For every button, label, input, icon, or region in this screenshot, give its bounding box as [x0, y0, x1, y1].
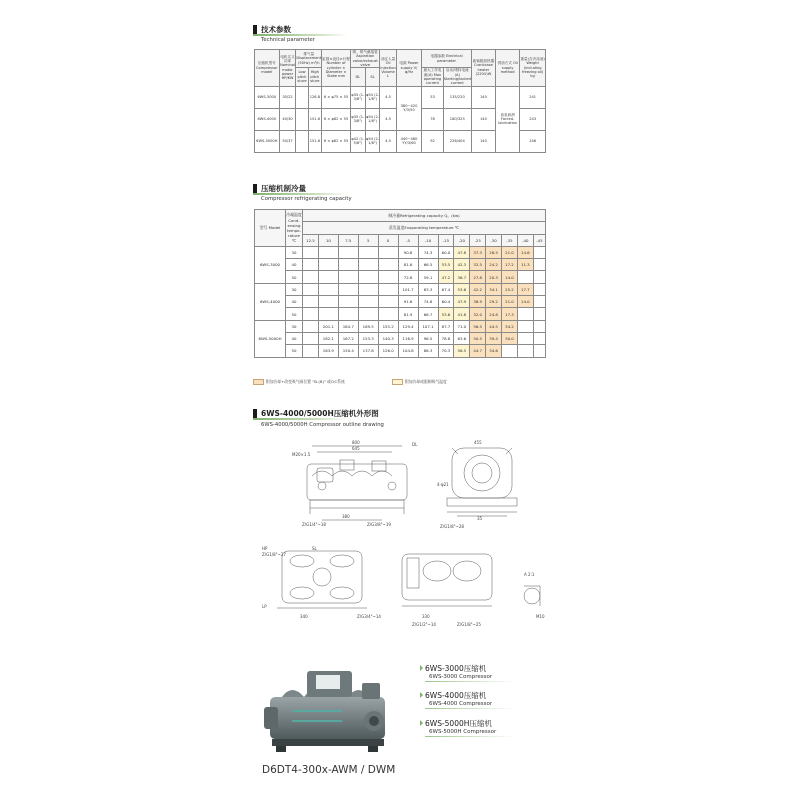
cell-capacity: 53.6 — [454, 283, 470, 295]
cell-capacity: 60.4 — [438, 296, 454, 308]
cell-capacity: 150.4 — [338, 345, 358, 357]
cell-model: 6WS-3000 — [255, 246, 286, 283]
cell-sl: φ54 (2-1/8") — [365, 108, 380, 130]
cell-sl: φ54 (2-1/8") — [365, 86, 380, 108]
col-sl: SL — [365, 68, 380, 86]
col-displacement: 排气量 Displacement (50Hz) m³/h — [296, 50, 322, 68]
cell-capacity: 36.9 — [470, 296, 486, 308]
cell-capacity: 42.2 — [470, 283, 486, 295]
cell-cyl: 6 × φ82 × 55 — [322, 108, 351, 130]
dim-label: 340 — [300, 614, 308, 619]
legend-text: 附加冷却或限制吸气温度 — [405, 379, 447, 384]
cell-capacity: 70.3 — [438, 345, 454, 357]
cell-cyl: 6 × φ82 × 55 — [322, 130, 351, 152]
dim-label: Z/G1/8"~25 — [457, 622, 481, 627]
cell-capacity: 30.0 — [502, 332, 518, 344]
cell-capacity: 17.3 — [502, 308, 518, 320]
col-supply: 电源 Power supply V/φ/Hz — [396, 50, 422, 87]
compressor-name-en: 6WS-4000 Compressor — [429, 701, 493, 707]
dim-label: M10 — [536, 614, 545, 619]
section-subtitle: Technical parameter — [261, 37, 315, 43]
legend-swatch — [253, 379, 264, 385]
evap-temp-header: 10 — [318, 234, 338, 246]
col-lubrication: 供油方式 Oil supply method — [496, 50, 520, 87]
dim-label: 4-φ21 — [437, 482, 449, 487]
cell-capacity — [303, 332, 319, 344]
dim-label: SL — [312, 546, 317, 551]
cell-startcur: 226/404 — [443, 130, 471, 152]
compressor-name-cn: 6WS-4000压缩机 — [425, 691, 487, 700]
cell-capacity — [517, 271, 533, 283]
cell-capacity: 47.8 — [454, 246, 470, 258]
table-row — [255, 345, 546, 357]
cell-capacity: 163.9 — [318, 345, 338, 357]
cell-power: 30/22 — [279, 86, 296, 108]
cell-capacity: 101.7 — [398, 283, 418, 295]
col-model: 型号 Model — [255, 210, 286, 247]
cell-cond: 50 — [286, 271, 303, 283]
evap-temp-header: 12.5 — [303, 234, 319, 246]
cell-capacity — [303, 246, 319, 258]
cell-capacity — [378, 259, 398, 271]
cell-model: 6WS-4000 — [255, 108, 280, 130]
cell-model: 6WS-4000 — [255, 283, 286, 320]
dim-label: Z/G1/4"~18 — [302, 522, 326, 527]
cell-capacity: 34.6 — [486, 345, 502, 357]
cell-capacity — [533, 296, 545, 308]
dim-label: 800 — [352, 440, 360, 445]
cell-capacity — [533, 283, 545, 295]
cell-capacity — [378, 283, 398, 295]
evap-temp-header: -20 — [454, 234, 470, 246]
compressor-label-4000 — [420, 690, 515, 709]
cell-capacity: 74.8 — [418, 296, 438, 308]
triangle-icon — [420, 692, 423, 698]
cell-startcur: 135/220 — [443, 86, 471, 108]
cell-capacity: 37.3 — [470, 246, 486, 258]
dim-label: Z/G1/2"~14 — [412, 622, 436, 627]
cell-capacity — [318, 283, 338, 295]
compressor-photo — [262, 665, 402, 757]
cell-capacity: 20.3 — [486, 271, 502, 283]
cell-capacity — [318, 271, 338, 283]
cell-dl: φ35 (1-3/8") — [351, 86, 366, 108]
table-row — [255, 283, 546, 295]
cell-capacity: 90.8 — [398, 246, 418, 258]
cell-capacity: 53.6 — [438, 308, 454, 320]
cell-capacity: 42.3 — [454, 259, 470, 271]
cell-capacity: 140.3 — [378, 332, 398, 344]
cell-capacity: 201.1 — [318, 320, 338, 332]
table-row — [255, 296, 546, 308]
legend-orange — [253, 379, 345, 385]
cell-cyl: 6 × φ75 × 55 — [322, 86, 351, 108]
cell-capacity — [517, 345, 533, 357]
cell-capacity — [358, 296, 378, 308]
cell-capacity: 81.6 — [398, 259, 418, 271]
cell-supply: 440~480 YY/3/60 — [396, 130, 422, 152]
cell-capacity: 83.3 — [418, 283, 438, 295]
cell-capacity: 91.6 — [398, 296, 418, 308]
cell-capacity: 71.0 — [454, 320, 470, 332]
end-view-drawing — [402, 554, 540, 606]
evap-temp-header: -35 — [502, 234, 518, 246]
cell-capacity: 32.5 — [470, 259, 486, 271]
compressor-name-cn: 6WS-3000压缩机 — [425, 664, 487, 673]
cell-capacity — [378, 246, 398, 258]
cell-capacity: 59.1 — [418, 271, 438, 283]
cell-capacity: 67.4 — [438, 283, 454, 295]
dim-label: Z/G3/8"~19 — [367, 522, 391, 527]
cell-capacity — [358, 271, 378, 283]
table-row — [255, 320, 546, 332]
evap-temp-header: -5 — [398, 234, 418, 246]
cell-capacity: 28.5 — [486, 246, 502, 258]
table-row — [255, 308, 546, 320]
dim-label: A 2:1 — [524, 572, 535, 577]
col-start-current: 启动/堵转电流(A) Starting/locked current — [443, 68, 471, 86]
cell-capacity — [318, 308, 338, 320]
cell-capacity — [533, 332, 545, 344]
col-model: 压缩机型号 Compressor model — [255, 50, 280, 87]
cell-capacity: 60.0 — [438, 246, 454, 258]
capacity-table — [254, 209, 546, 358]
col-valve: 吸、排气截接管 Aspiration valve/exhaust valve — [351, 50, 380, 68]
cell-capacity: 116.9 — [398, 332, 418, 344]
cell-capacity: 126.0 — [378, 345, 398, 357]
cell-heater: 140 — [471, 86, 495, 108]
dim-label: LP — [262, 604, 267, 609]
cell-capacity: 66.7 — [418, 308, 438, 320]
cell-capacity — [533, 246, 545, 258]
compressor-label-5000h — [420, 718, 515, 737]
compressor-name-cn: 6WS-5000H压缩机 — [425, 719, 492, 728]
cell-capacity: 41.8 — [454, 308, 470, 320]
cell-maxcur: 53 — [422, 86, 443, 108]
cell-capacity — [338, 296, 358, 308]
cell-cond: 40 — [286, 259, 303, 271]
compressor-name-en: 6WS-5000H Compressor — [429, 729, 497, 735]
cell-capacity: 17.7 — [517, 283, 533, 295]
evap-temp-header: -10 — [418, 234, 438, 246]
table-row — [255, 246, 546, 258]
cell-capacity: 25.2 — [502, 283, 518, 295]
cell-capacity: 44.5 — [486, 320, 502, 332]
dim-label: Z/G1/8"~27 — [262, 552, 286, 557]
cell-oil: 4.5 — [380, 108, 396, 130]
cell-capacity: 14.0 — [517, 296, 533, 308]
cell-capacity: 34.2 — [502, 320, 518, 332]
cell-capacity — [338, 308, 358, 320]
dim-label: 380 — [342, 514, 350, 519]
evap-temp-header: 5 — [358, 234, 378, 246]
cell-cond: 40 — [286, 296, 303, 308]
cell-capacity — [533, 259, 545, 271]
evap-temp-header: -40 — [517, 234, 533, 246]
cell-capacity — [303, 345, 319, 357]
col-heater: 曲轴箱加热器 Crankcase heater (220V)W — [471, 50, 495, 87]
cell-capacity — [338, 271, 358, 283]
cell-oil: 4.5 — [380, 86, 396, 108]
side-view-drawing — [447, 448, 517, 516]
table-row — [255, 86, 546, 108]
cell-capacity — [303, 271, 319, 283]
cell-maxcur: 78 — [422, 108, 443, 130]
col-power: 电机名义功率 Nominal motor power HP/KW — [279, 50, 296, 87]
cell-capacity — [533, 320, 545, 332]
cell-power: 50/37 — [279, 130, 296, 152]
cell-capacity — [517, 332, 533, 344]
cell-disp-low — [296, 130, 308, 152]
cell-sl: φ54 (2-1/8") — [365, 130, 380, 152]
evap-temp-header: -15 — [438, 234, 454, 246]
cell-capacity — [502, 345, 518, 357]
cell-capacity: 167.2 — [338, 332, 358, 344]
cell-capacity — [303, 320, 319, 332]
cell-capacity — [338, 259, 358, 271]
cell-capacity — [378, 308, 398, 320]
cell-capacity: 14.0 — [502, 271, 518, 283]
cell-capacity — [358, 308, 378, 320]
cell-capacity: 129.4 — [398, 320, 418, 332]
table-row — [255, 259, 546, 271]
dim-label: 330 — [422, 614, 430, 619]
cell-capacity — [303, 296, 319, 308]
cell-capacity: 78.8 — [438, 332, 454, 344]
cell-cond: 40 — [286, 332, 303, 344]
cell-capacity: 14.6 — [517, 246, 533, 258]
dim-label: Z/G3/4"~14 — [357, 614, 381, 619]
cell-capacity — [378, 271, 398, 283]
cell-capacity: 155.2 — [378, 320, 398, 332]
cell-cond: 30 — [286, 246, 303, 258]
section-header-capacity — [253, 184, 306, 193]
section-title: 技术参数 — [261, 25, 291, 34]
cell-capacity — [303, 283, 319, 295]
cell-capacity: 81.9 — [398, 308, 418, 320]
dim-label: M20×1.5 — [292, 452, 311, 457]
cell-weight: 246 — [520, 130, 546, 152]
cell-capacity — [533, 308, 545, 320]
cell-cond: 50 — [286, 345, 303, 357]
cell-capacity: 104.8 — [398, 345, 418, 357]
cell-capacity: 11.3 — [517, 259, 533, 271]
cell-capacity — [378, 296, 398, 308]
cell-capacity — [318, 246, 338, 258]
cell-capacity — [517, 320, 533, 332]
col-weight: 重量(含冷冻油) Weight (including freezing oil) kg — [520, 50, 546, 87]
cell-capacity: 24.8 — [486, 308, 502, 320]
tech-parameter-table — [254, 49, 546, 153]
col-disp-low: Low pitch sture — [296, 68, 308, 86]
legend-yellow — [392, 379, 447, 385]
cell-capacity: 184.7 — [338, 320, 358, 332]
section-subtitle: 6WS-4000/5000H Compressor outline drawing — [261, 422, 384, 428]
cell-capacity: 39.4 — [486, 332, 502, 344]
col-oil: 油注入量 Oil injection Volume L — [380, 50, 396, 87]
compressor-label-3000 — [420, 663, 515, 682]
dim-label: HP — [262, 546, 268, 551]
cell-capacity: 21.0 — [502, 296, 518, 308]
cell-capacity — [358, 259, 378, 271]
col-dl: DL — [351, 68, 366, 86]
cell-capacity: 153.3 — [358, 332, 378, 344]
cell-heater: 140 — [471, 130, 495, 152]
cell-capacity: 74.3 — [418, 246, 438, 258]
cell-model: 6WS-5000H — [255, 320, 286, 357]
evap-temp-header: 0 — [378, 234, 398, 246]
dim-label: DL — [412, 442, 418, 447]
cell-capacity — [533, 271, 545, 283]
cell-capacity: 47.9 — [454, 296, 470, 308]
cell-disp-low — [296, 86, 308, 108]
cell-capacity: 137.8 — [358, 345, 378, 357]
cell-capacity — [338, 246, 358, 258]
cell-capacity: 53.5 — [438, 259, 454, 271]
cell-capacity: 32.0 — [470, 308, 486, 320]
cell-capacity: 169.5 — [358, 320, 378, 332]
cell-cond: 30 — [286, 283, 303, 295]
compressor-name-en: 6WS-3000 Compressor — [429, 674, 493, 680]
dim-label: 35 — [477, 516, 483, 521]
cell-model: 6WS-3000 — [255, 86, 280, 108]
cell-capacity: 50.5 — [470, 332, 486, 344]
cell-cond: 50 — [286, 308, 303, 320]
cell-model: 6WS-5000H — [255, 130, 280, 152]
col-cylinder: 缸数×直径×行程 Number of cylinder × Diameter × Stoke mm — [322, 50, 351, 87]
cell-capacity: 29.2 — [486, 296, 502, 308]
cell-disp-low — [296, 108, 308, 130]
cell-capacity: 86.3 — [418, 345, 438, 357]
cell-capacity — [533, 345, 545, 357]
cell-capacity: 107.1 — [418, 320, 438, 332]
cell-heater: 140 — [471, 108, 495, 130]
cell-weight: 241 — [520, 86, 546, 108]
cell-power: 40/30 — [279, 108, 296, 130]
cell-capacity: 44.7 — [470, 345, 486, 357]
cell-capacity — [303, 308, 319, 320]
evap-temp-header: 7.5 — [338, 234, 358, 246]
front-view-drawing — [307, 446, 407, 520]
col-capacity: 制冷量Refrigerating capacity Q。(kw) — [303, 210, 546, 222]
cell-lub: 油泵润滑 Forced-lubrication — [496, 86, 520, 152]
dim-label: 645 — [352, 446, 360, 451]
cell-dl: φ35 (1-3/8") — [351, 108, 366, 130]
triangle-icon — [420, 665, 423, 671]
evap-temp-header: -45 — [533, 234, 545, 246]
section-header-tech — [253, 25, 291, 34]
cell-capacity — [358, 246, 378, 258]
cell-oil: 4.5 — [380, 130, 396, 152]
col-disp-high: High pitch sture — [308, 68, 322, 86]
cell-maxcur: 92 — [422, 130, 443, 152]
cell-weight: 243 — [520, 108, 546, 130]
cell-capacity — [358, 283, 378, 295]
evap-temp-header: -30 — [486, 234, 502, 246]
section-title: 6WS-4000/5000H压缩机外形图 — [261, 409, 379, 418]
cell-capacity: 66.5 — [418, 259, 438, 271]
cell-capacity: 182.1 — [318, 332, 338, 344]
cell-capacity: 56.5 — [454, 345, 470, 357]
cell-capacity: 72.8 — [398, 271, 418, 283]
cell-capacity — [303, 259, 319, 271]
dim-label: Z/G1/8"~28 — [440, 524, 464, 529]
cell-capacity — [318, 259, 338, 271]
cell-capacity: 21.0 — [502, 246, 518, 258]
col-cond: 冷凝温度 Cond-ensing tempe-rature ℃ — [286, 210, 303, 247]
cell-dl: φ42 (1-5/8") — [351, 130, 366, 152]
cell-capacity: 47.2 — [438, 271, 454, 283]
cell-capacity — [318, 296, 338, 308]
cell-capacity — [338, 283, 358, 295]
legend-swatch — [392, 379, 403, 385]
cell-capacity: 63.6 — [454, 332, 470, 344]
cell-capacity: 27.8 — [470, 271, 486, 283]
col-max-current: 最大工作电流(A) Max operating current — [423, 68, 442, 86]
table-row — [255, 332, 546, 344]
col-electrical: 电器参数 Electrical parameter — [422, 50, 472, 68]
cell-cond: 30 — [286, 320, 303, 332]
cell-disp: 126.8 — [308, 86, 322, 108]
triangle-icon — [420, 720, 423, 726]
cell-capacity — [517, 308, 533, 320]
model-caption: D6DT4-300x-AWM / DWM — [262, 764, 396, 776]
cell-supply: 380~420 Y/3/50 — [396, 86, 422, 130]
cell-capacity: 34.1 — [486, 283, 502, 295]
legend-text: 附加冷却+改变吸气阀位置 "SL(B)" 或CIC系统 — [266, 379, 345, 384]
section-header-outline — [253, 409, 379, 418]
col-evap: 蒸发温度Evaporating temperature ℃ — [303, 222, 546, 234]
dim-label: 455 — [474, 440, 482, 445]
top-view-drawing — [277, 551, 367, 608]
cell-capacity: 24.2 — [486, 259, 502, 271]
table-row — [255, 271, 546, 283]
cell-capacity: 96.5 — [418, 332, 438, 344]
cell-disp: 151.6 — [308, 130, 322, 152]
cell-capacity: 87.7 — [438, 320, 454, 332]
section-title: 压缩机制冷量 — [261, 184, 306, 193]
cell-startcur: 180/325 — [443, 108, 471, 130]
cell-capacity: 17.2 — [502, 259, 518, 271]
evap-temp-header: -25 — [470, 234, 486, 246]
cell-disp: 151.6 — [308, 108, 322, 130]
section-subtitle: Compressor refrigerating capacity — [261, 196, 352, 202]
outline-drawings — [262, 436, 552, 636]
cell-capacity: 56.5 — [470, 320, 486, 332]
cell-capacity: 36.7 — [454, 271, 470, 283]
